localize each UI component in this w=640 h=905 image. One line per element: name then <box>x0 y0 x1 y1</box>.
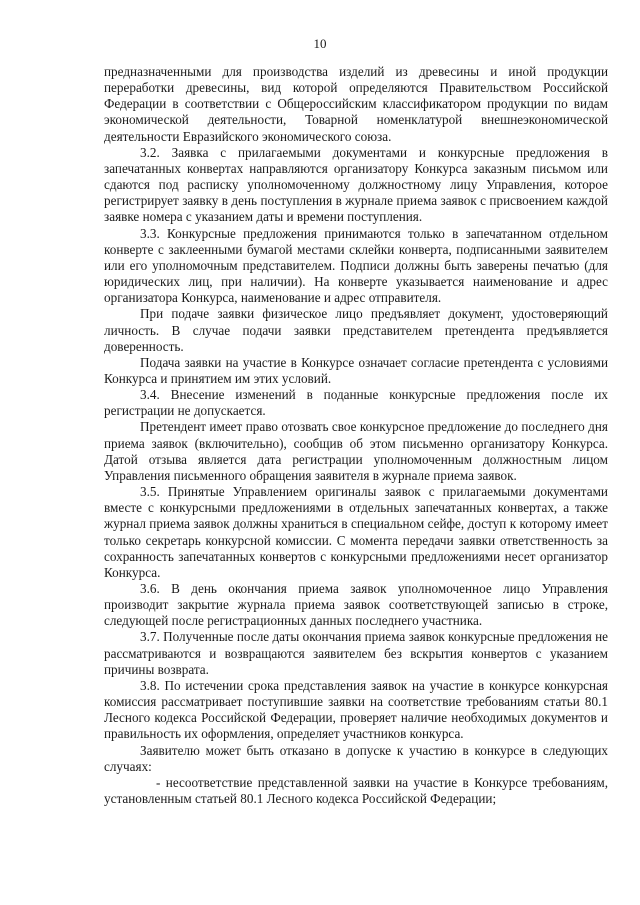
paragraph-3-5: 3.5. Принятые Управлением оригиналы заявок с прилагаемыми документами вместе с конкурсными предложениями в отдельных запечатанных конвертах, а также журнал приема заявок должны храниться в специальном сейфе, доступ к которому имеет только секретарь конкурсной комиссии. С момента передачи заявки ответственность за сохранность запечатанных конвертов с конкурсными предложениями несет организатор Конкурса. <box>104 484 608 580</box>
paragraph-continuation: предназначенными для производства изделий из древесины и иной продукции переработки древесины, вид которой определяются Правительством Российской Федерации в соответствии с Общероссийским классификатором продукции по видам экономической деятельности, Товарной номенклатурой внешнеэкономической деятельности Евразийского экономического союза. <box>104 64 608 144</box>
paragraph-3-8: 3.8. По истечении срока представления заявок на участие в конкурсе конкурсная комиссия рассматривает поступившие заявки на соответствие требованиям статьи 80.1 Лесного кодекса Российской Федерации, проверяет наличие необходимых документов и правильность их оформления, определяет участников конкурса. <box>104 677 608 742</box>
list-item: - несоответствие представленной заявки на участие в Конкурсе требованиям, установленным статьей 80.1 Лесного кодекса Российской Федерации; <box>104 774 608 807</box>
paragraph-refusal: Заявителю может быть отказано в допуске к участию в конкурсе в следующих случаях: <box>104 742 608 774</box>
paragraph-identity: При подаче заявки физическое лицо предъявляет документ, удостоверяющий личность. В случае подачи заявки представителем претендента предъявляется доверенность. <box>104 306 608 354</box>
paragraph-3-4: 3.4. Внесение изменений в поданные конкурсные предложения после их регистрации не допускается. <box>104 387 608 419</box>
paragraph-3-7: 3.7. Полученные после даты окончания приема заявок конкурсные предложения не рассматриваются и возвращаются заявителем без вскрытия конвертов с указанием причины возврата. <box>104 629 608 677</box>
paragraph-withdrawal: Претендент имеет право отозвать свое конкурсное предложение до последнего дня приема заявок (включительно), сообщив об этом письменно организатору Конкурса. Датой отзыва является дата регистрации уполномоченным должностным лицом Управления письменного обращения заявителя в журнале приема заявок. <box>104 419 608 483</box>
page-number: 10 <box>313 36 327 51</box>
paragraph-3-6: 3.6. В день окончания приема заявок уполномоченное лицо Управления производит закрытие журнала приема заявок соответствующей записью в строке, следующей после регистрационных данных последнего участника. <box>104 581 608 629</box>
document-body <box>104 64 608 807</box>
paragraph-consent: Подача заявки на участие в Конкурсе означает согласие претендента с условиями Конкурса и принятием им этих условий. <box>104 354 608 386</box>
paragraph-3-2: 3.2. Заявка с прилагаемыми документами и конкурсные предложения в запечатанных конвертах направляются организатору Конкурса заказным письмом или сдаются под расписку уполномоченному должностному лицу Управления, которое регистрирует заявку в день поступления в журнале приема заявок с присвоением каждой заявке номера с указанием даты и времени поступления. <box>104 144 608 225</box>
paragraph-3-3: 3.3. Конкурсные предложения принимаются только в запечатанном отдельном конверте с заклеенными бумагой местами склейки конверта, подписанными заявителем или его уполномочным представителем. Подписи должны быть заверены печатью (для юридических лиц, при наличии). На конверте указывается наименование и адрес организатора Конкурса, наименование и адрес отправителя. <box>104 225 608 306</box>
